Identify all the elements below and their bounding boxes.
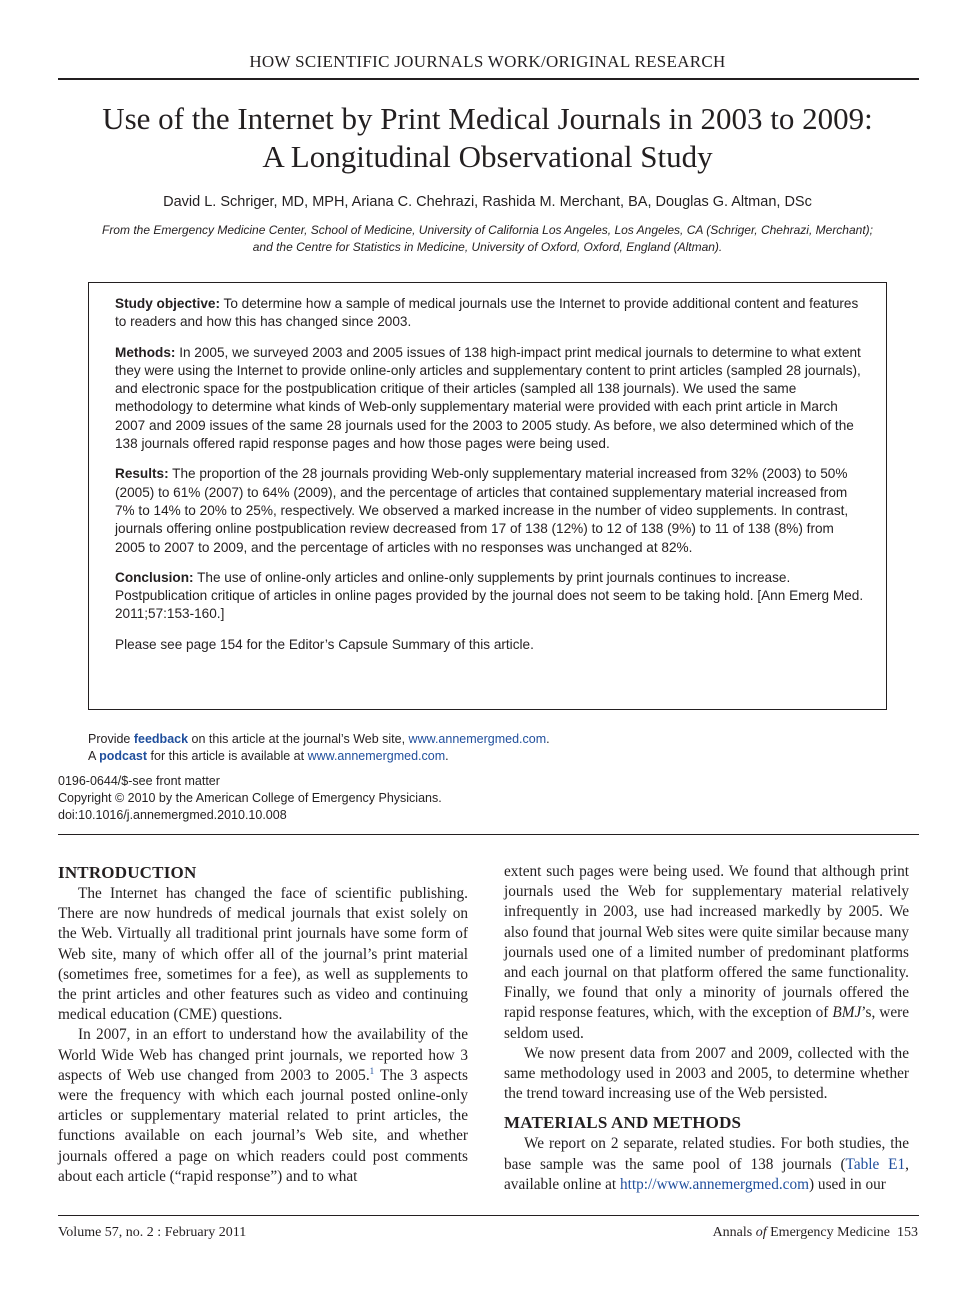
right-column — [504, 862, 909, 1195]
capsule-note: Please see page 154 for the Editor’s Capsule Summary of this article. — [115, 636, 534, 652]
podcast-line — [88, 748, 550, 765]
footer-journal — [713, 1225, 918, 1241]
issn-line: 0196-0644/$-see front matter — [58, 774, 220, 788]
bmj-italic: BMJ — [832, 1004, 862, 1022]
footer-journal-a: Annals — [712, 1225, 756, 1240]
footer-volume: Volume 57, no. 2 : February 2011 — [58, 1225, 247, 1240]
abstract-results — [115, 465, 867, 556]
methods-heading: MATERIALS AND METHODS — [504, 1113, 742, 1133]
feedback-link[interactable]: feedback — [133, 732, 189, 746]
abstract-box — [88, 282, 887, 710]
footer-rule — [58, 1215, 919, 1216]
abstract-methods — [115, 344, 867, 454]
affiliations — [50, 222, 925, 256]
page-number: 153 — [897, 1225, 918, 1240]
feedback-post: . — [546, 732, 550, 746]
methods-p1-text-a: We report on 2 separate, related studies. For both studies, the base sample was the same pool of 138 journals ( — [504, 1135, 909, 1173]
podcast-pre: A — [88, 749, 100, 763]
affiliation-line-2: and the Centre for Statistics in Medicine, University of Oxford, Oxford, England (Altman). — [252, 240, 723, 254]
footer-journal-of: of — [755, 1225, 767, 1240]
abstract-conclusion — [115, 569, 867, 624]
copyright-line: Copyright © 2010 by the American College of Emergency Physicians. — [58, 791, 442, 805]
left-column — [58, 862, 468, 1187]
methods-p1-text-c: ) used in our — [809, 1175, 886, 1193]
results-text: The proportion of the 28 journals providing Web-only supplementary material increased from 32% (2003) to 50% (2005) to 61% (2007) to 64% (2009), and the percentage of articles that contained supplementary material increased from 7% to 14% to 20% to 25%, respectively. We observed a marked increase in the number of video supplements. In contrast, journals offering online postpublication review decreased from 17 of 138 (12%) to 12 of 138 (9%) to 11 of 138 (8%) from 2005 to 2007 to 2009, and the percentage of articles with no responses was unchanged at 82%. — [115, 466, 849, 555]
title-line-2: A Longitudinal Observational Study — [262, 139, 713, 174]
conclusion-label: Conclusion: — [115, 569, 194, 585]
objective-text: To determine how a sample of medical journals use the Internet to provide additional content and features to readers and how this has changed since 2003. — [115, 296, 859, 330]
right-p1-text-b: ’s, were seldom used. — [504, 1004, 909, 1042]
right-p1-text-a: extent such pages were being used. We found that although print journals used the Web for supplementary material relatively infrequently in 2003, use had increased markedly by 2005. We also found that journal Web sites were quite similar because many journals used one of a limited number of predominant platforms and each journal on that platform offered the same functionality. Finally, we found that only a minority of journals offered the rapid response features, which, with the exception of — [504, 863, 909, 1022]
methods-text: In 2005, we surveyed 2003 and 2005 issues of 138 high-impact print medical journals to determine to what extent they were using the Internet to provide online-only articles and supplementary content to print articles (sampled 28 journals), and electronic space for the postpublication critique of their articles (sampled all 138 journals). We used the same methodology to determine what kinds of Web-only supplementary material were provided with each print article in March 2007 and 2009 issues of the same 28 journals used for the 2003 to 2005 study. As before, we also determined which of the 138 journals offered rapid response pages and how those pages were being used. — [115, 344, 861, 452]
methods-label: Methods: — [115, 344, 176, 360]
introduction-heading: INTRODUCTION — [58, 863, 197, 882]
results-label: Results: — [115, 466, 169, 482]
feedback-pre: Provide — [88, 732, 134, 746]
footer-journal-b: Emergency Medicine — [766, 1225, 890, 1240]
conclusion-text: The use of online-only articles and online-only supplements by print journals continues to increase. Postpublication critique of articles in online pages provided by the journal does not seem to be taking hold. [Ann Emerg Med. 2011;57:153-160.] — [115, 569, 864, 622]
author-list: David L. Schriger, MD, MPH, Ariana C. Chehrazi, Rashida M. Merchant, BA, Douglas G. Altman, DSc — [163, 194, 812, 210]
reference-1-link[interactable]: 1 — [369, 1065, 375, 1076]
top-rule — [58, 78, 919, 80]
methods-paragraph-1 — [504, 1134, 909, 1195]
podcast-post: . — [445, 749, 449, 763]
feedback-mid: on this article at the journal’s Web site, — [188, 732, 409, 746]
intro-paragraph-2 — [58, 1025, 468, 1187]
objective-label: Study objective: — [115, 296, 220, 311]
doi-line: doi:10.1016/j.annemergmed.2010.10.008 — [58, 808, 287, 822]
article-title — [40, 100, 935, 176]
intro-paragraph-1: The Internet has changed the face of scientific publishing. There are now hundreds of medical journals that exist solely on the Web. Virtually all traditional print journals have some form of Web site, many of which offer all of the journal’s print material (sometimes free, sometimes for a fee), as well as supplements to the print articles and other features such as video and continuing medical education (CME) questions. — [58, 885, 468, 1024]
methods-p1-text-b: , available online at — [504, 1155, 909, 1193]
abstract-content — [115, 295, 867, 666]
feedback-url-link[interactable]: www.annemergmed.com — [408, 732, 547, 746]
right-paragraph-1 — [504, 862, 909, 1044]
section-rule — [58, 834, 919, 835]
podcast-link[interactable]: podcast — [99, 749, 148, 763]
title-line-1: Use of the Internet by Print Medical Journals in 2003 to 2009: — [102, 101, 873, 136]
podcast-mid: for this article is available at — [147, 749, 308, 763]
podcast-url-link[interactable]: www.annemergmed.com — [307, 749, 446, 763]
feedback-notice — [88, 731, 550, 765]
abstract-objective — [115, 295, 867, 332]
intro-p2-text-a: In 2007, in an effort to understand how the availability of the World Wide Web has changed print journals, we reported how 3 aspects of Web use changed from 2003 to 2005. — [58, 1026, 468, 1084]
right-paragraph-2: We now present data from 2007 and 2009, collected with the same methodology used in 2003 and 2005, to determine whether the trend toward increasing use of the Web persisted. — [504, 1044, 909, 1103]
running-head: HOW SCIENTIFIC JOURNALS WORK/ORIGINAL RESEARCH — [249, 52, 726, 71]
feedback-line — [88, 731, 550, 748]
journal-url-link[interactable]: http://www.annemergmed.com — [619, 1175, 809, 1193]
affiliation-line-1: From the Emergency Medicine Center, School of Medicine, University of California Los Angeles, Los Angeles, CA (Schriger, Chehrazi, Merchant); — [101, 223, 873, 237]
intro-p2-text-b: The 3 aspects were the frequency with which each journal posted online-only articles or supplementary material related to print articles, the functions available on each journal’s Web site, and whether journals offered a page on which readers could post comments about each article (“rapid response”) and to what — [58, 1066, 468, 1185]
table-e1-link[interactable]: Table E1 — [845, 1155, 906, 1173]
copyright-block — [58, 773, 442, 824]
